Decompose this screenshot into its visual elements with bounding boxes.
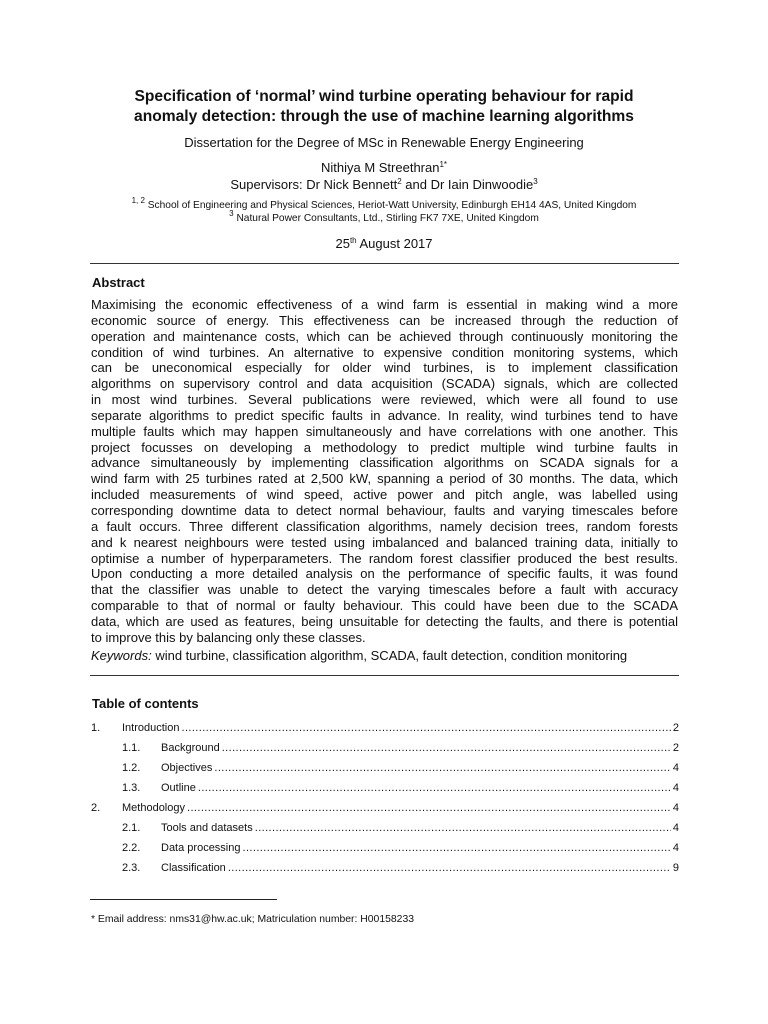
toc-entry[interactable] <box>91 760 679 776</box>
supervisors-mid: and Dr Iain Dinwoodie <box>401 177 534 192</box>
toc-entry-number: 2.2. <box>122 842 141 854</box>
toc-entry-number: 2. <box>91 802 101 814</box>
supervisors-prefix: Supervisors: Dr Nick Bennett <box>230 177 398 192</box>
abstract-line: comparable to that of normal or faulty behaviour. This could have been due to the SCADA <box>91 598 678 614</box>
toc-entry-label: Data processing <box>161 842 241 854</box>
toc-entry-number: 2.3. <box>122 862 141 874</box>
toc-entry-page: 4 <box>672 802 679 814</box>
toc-entry-number: 1. <box>91 722 101 734</box>
toc-entry-label: Background <box>161 742 220 754</box>
affiliation-1 <box>60 196 708 212</box>
toc-leader-dots <box>255 820 671 836</box>
toc-entry-number: 1.1. <box>122 742 141 754</box>
abstract-line: included measurements of wind speed, active power and pitch angle, was labelled using <box>91 487 678 503</box>
abstract-line: corresponding downtime data to detect normal behaviour, faults and varying timescales before <box>91 502 678 518</box>
supervisor-2-sup: 3 <box>533 177 538 186</box>
abstract-line: a fault occurs. Three different classification algorithms, namely decision trees, random forests <box>91 518 678 534</box>
abstract-line: operation and maintenance costs, which can be achieved through continuously monitoring the <box>91 328 678 344</box>
divider-top <box>90 263 679 264</box>
toc-entry[interactable] <box>91 780 679 796</box>
toc-entry-label: Classification <box>161 862 226 874</box>
toc-entry-number: 2.1. <box>122 822 141 834</box>
dissertation-subtitle: Dissertation for the Degree of MSc in Renewable Energy Engineering <box>184 135 584 150</box>
toc-entry-label: Tools and datasets <box>161 822 253 834</box>
abstract-line: project focusses on developing a methodology to predict multiple wind turbine faults in <box>91 439 678 455</box>
paper-title <box>60 87 708 127</box>
toc-entry-label: Outline <box>161 782 196 794</box>
abstract-line: condition of wind turbines. An alternative to expensive condition monitoring systems, which <box>91 344 678 360</box>
affiliation-1-sup: 1, 2 <box>131 196 145 205</box>
abstract-line: economic source of energy. This effectiveness can be increased through the reduction of <box>91 312 678 328</box>
author-name-sup: 1* <box>439 160 448 169</box>
author-line <box>60 159 708 176</box>
toc-entry-page: 2 <box>672 722 679 734</box>
keywords-text: wind turbine, classification algorithm, SCADA, fault detection, condition monitoring <box>151 648 628 663</box>
affiliation-2-text: Natural Power Consultants, Ltd., Stirling FK7 7XE, United Kingdom <box>233 213 539 224</box>
keywords-label: Keywords: <box>91 648 152 663</box>
supervisors-line <box>60 176 708 193</box>
toc-entry-page: 4 <box>672 782 679 794</box>
abstract-line: and k nearest neighbours were tested using imbalanced and balanced training data, initially to <box>91 534 678 550</box>
affiliation-1-text: School of Engineering and Physical Sciences, Heriot-Watt University, Edinburgh EH14 4AS, United Kingdom <box>144 200 637 211</box>
abstract-line: Maximising the economic effectiveness of a wind farm is essential in making wind a more <box>91 297 678 312</box>
toc-leader-dots <box>198 780 671 796</box>
toc-entry-label: Methodology <box>122 802 185 814</box>
abstract-line: data, which are used as features, being unsuitable for detecting the faults, and there is potential <box>91 613 678 629</box>
abstract-line: separate algorithms to predict specific faults in advance. In reality, wind turbines tend to have <box>91 407 678 423</box>
divider-middle <box>90 675 679 676</box>
keywords-line <box>91 647 691 664</box>
abstract-line: that the classifier was unable to detect the varying timescales before a fault with accuracy <box>91 582 678 598</box>
toc-entry-label: Introduction <box>122 722 180 734</box>
toc-leader-dots <box>187 800 671 816</box>
toc-entry-number: 1.3. <box>122 782 141 794</box>
abstract-heading: Abstract <box>92 275 145 290</box>
toc-entry[interactable] <box>91 860 679 876</box>
affiliation-2-sup: 3 <box>229 209 234 218</box>
toc-entry-page: 4 <box>672 762 679 774</box>
toc-entry[interactable] <box>91 740 679 756</box>
abstract-line: algorithms on supervisory control and data acquisition (SCADA) signals, which are collected <box>91 376 678 392</box>
toc-leader-dots <box>228 860 671 876</box>
toc-entry[interactable] <box>91 820 679 836</box>
abstract-line: advance simultaneously by implementing classification algorithms on SCADA signals for a <box>91 455 678 471</box>
abstract-line: can be uneconomical especially for older wind turbines, is to implement classification <box>91 360 678 376</box>
title-line-1: Specification of ‘normal’ wind turbine operating behaviour for rapid <box>134 88 634 105</box>
date-day: 25 <box>335 236 350 251</box>
abstract-line: multiple faults which may happen simultaneously and have correlations with one another. This <box>91 423 678 439</box>
toc-entry-number: 1.2. <box>122 762 141 774</box>
abstract-line: Upon conducting a more detailed analysis on the performance of specific faults, it was found <box>91 566 678 582</box>
toc-entry-page: 4 <box>672 842 679 854</box>
toc-heading: Table of contents <box>92 696 199 711</box>
title-line-2: anomaly detection: through the use of machine learning algorithms <box>134 108 634 125</box>
abstract-body <box>91 297 678 646</box>
toc-entry-page: 2 <box>672 742 679 754</box>
toc-leader-dots <box>181 720 670 736</box>
abstract-line: wind farm with 25 turbines rated at 2,500 kW, spanning a period of 30 months. The data, which <box>91 471 678 487</box>
author-block <box>60 159 708 193</box>
date-day-sup: th <box>349 236 357 245</box>
toc-leader-dots <box>243 840 671 856</box>
author-name: Nithiya M Streethran <box>320 160 440 175</box>
affiliation-2 <box>60 209 708 225</box>
toc-entry-page: 4 <box>672 822 679 834</box>
toc-leader-dots <box>214 760 671 776</box>
footnote: * Email address: nms31@hw.ac.uk; Matriculation number: H00158233 <box>91 914 415 925</box>
submission-date <box>60 235 708 252</box>
abstract-line: in most wind turbines. Several publications were reviewed, which were all found to use <box>91 392 678 408</box>
abstract-line: optimise a number of hyperparameters. The random forest classifier produced the best results. <box>91 550 678 566</box>
abstract-line: to improve this by balancing only these classes. <box>91 629 366 645</box>
toc-entry[interactable] <box>91 720 679 736</box>
toc-entry[interactable] <box>91 800 679 816</box>
date-rest: August 2017 <box>356 236 433 251</box>
toc-leader-dots <box>222 740 671 756</box>
supervisor-1-sup: 2 <box>397 177 402 186</box>
toc-entry-label: Objectives <box>161 762 213 774</box>
footnote-rule <box>90 899 277 900</box>
toc-entry[interactable] <box>91 840 679 856</box>
toc-entry-page: 9 <box>672 862 679 874</box>
affiliations <box>60 196 708 225</box>
